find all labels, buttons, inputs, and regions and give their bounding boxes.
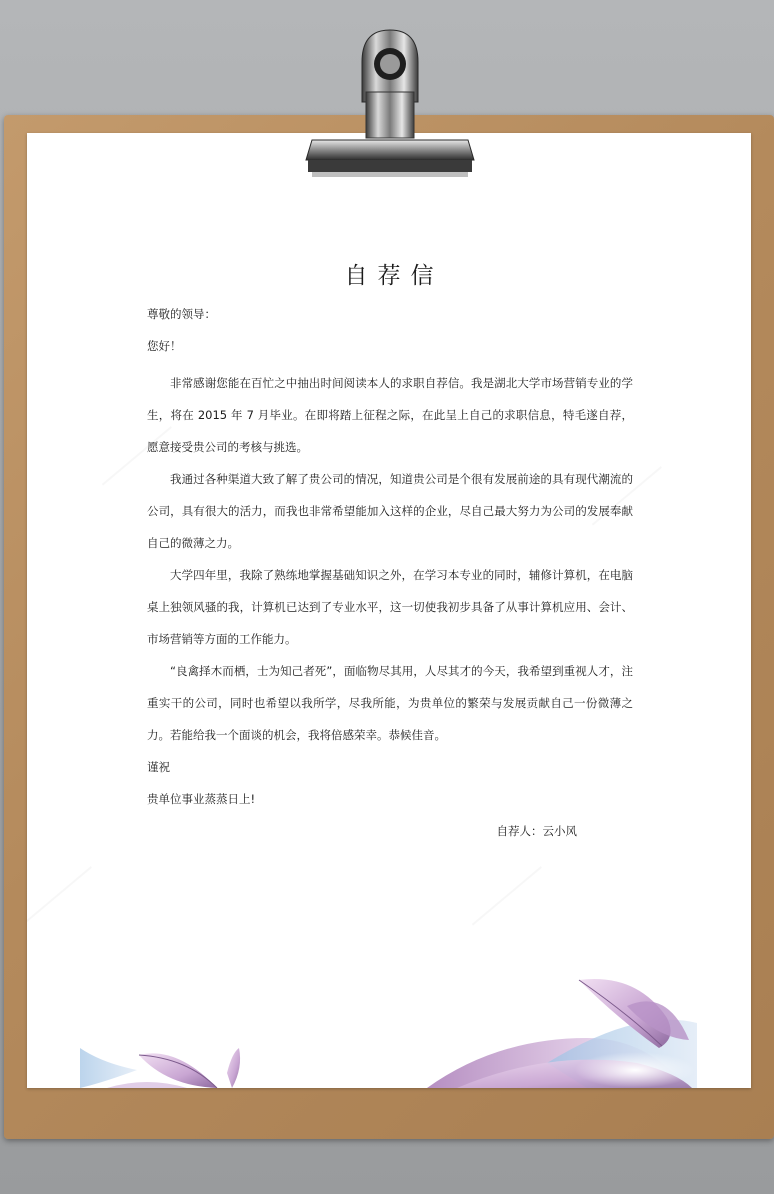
paragraph-2: 我通过各种渠道大致了解了贵公司的情况，知道贵公司是个很有发展前途的具有现代潮流的公司，具有很大的活力，而我也非常希望能加入这样的企业，尽自己最大努力为公司的发展奉献自己的微薄之力。 — [147, 472, 633, 550]
paragraph-3: 大学四年里，我除了熟练地掌握基础知识之外，在学习本专业的同时，辅修计算机，在电脑桌上独领风骚的我，计算机已达到了专业水平，这一切使我初步具备了从事计算机应用、会计、市场营销等方面的工作能力。 — [147, 568, 633, 646]
document-title: 自荐信 — [344, 263, 444, 289]
letter-body — [147, 303, 633, 847]
paragraph-1: 非常感谢您能在百忙之中抽出时间阅读本人的求职自荐信。我是湖北大学市场营销专业的学生，将在 2015 年 7 月毕业。在即将踏上征程之际，在此呈上自己的求职信息，特毛遂自荐，愿意接受贵公司的考核与挑选。 — [147, 376, 633, 454]
binder-clip-icon — [290, 22, 490, 182]
paragraph-4: “良禽择木而栖，士为知己者死”，面临物尽其用，人尽其才的今天，我希望到重视人才，注重实干的公司，同时也希望以我所学，尽我所能，为贵单位的繁荣与发展贡献自己一份微薄之力。若能给我一个面谈的机会，我将倍感荣幸。恭候佳音。 — [147, 664, 633, 742]
signature: 自荐人：云小风 — [496, 824, 577, 838]
greeting: 您好！ — [147, 339, 182, 353]
closing-line-1: 谨祝 — [147, 760, 170, 774]
closing-line-2: 贵单位事业蒸蒸日上! — [147, 792, 256, 806]
petal-decoration-image — [27, 888, 751, 1088]
letter-paper — [27, 133, 751, 1088]
salutation: 尊敬的领导： — [147, 307, 216, 321]
